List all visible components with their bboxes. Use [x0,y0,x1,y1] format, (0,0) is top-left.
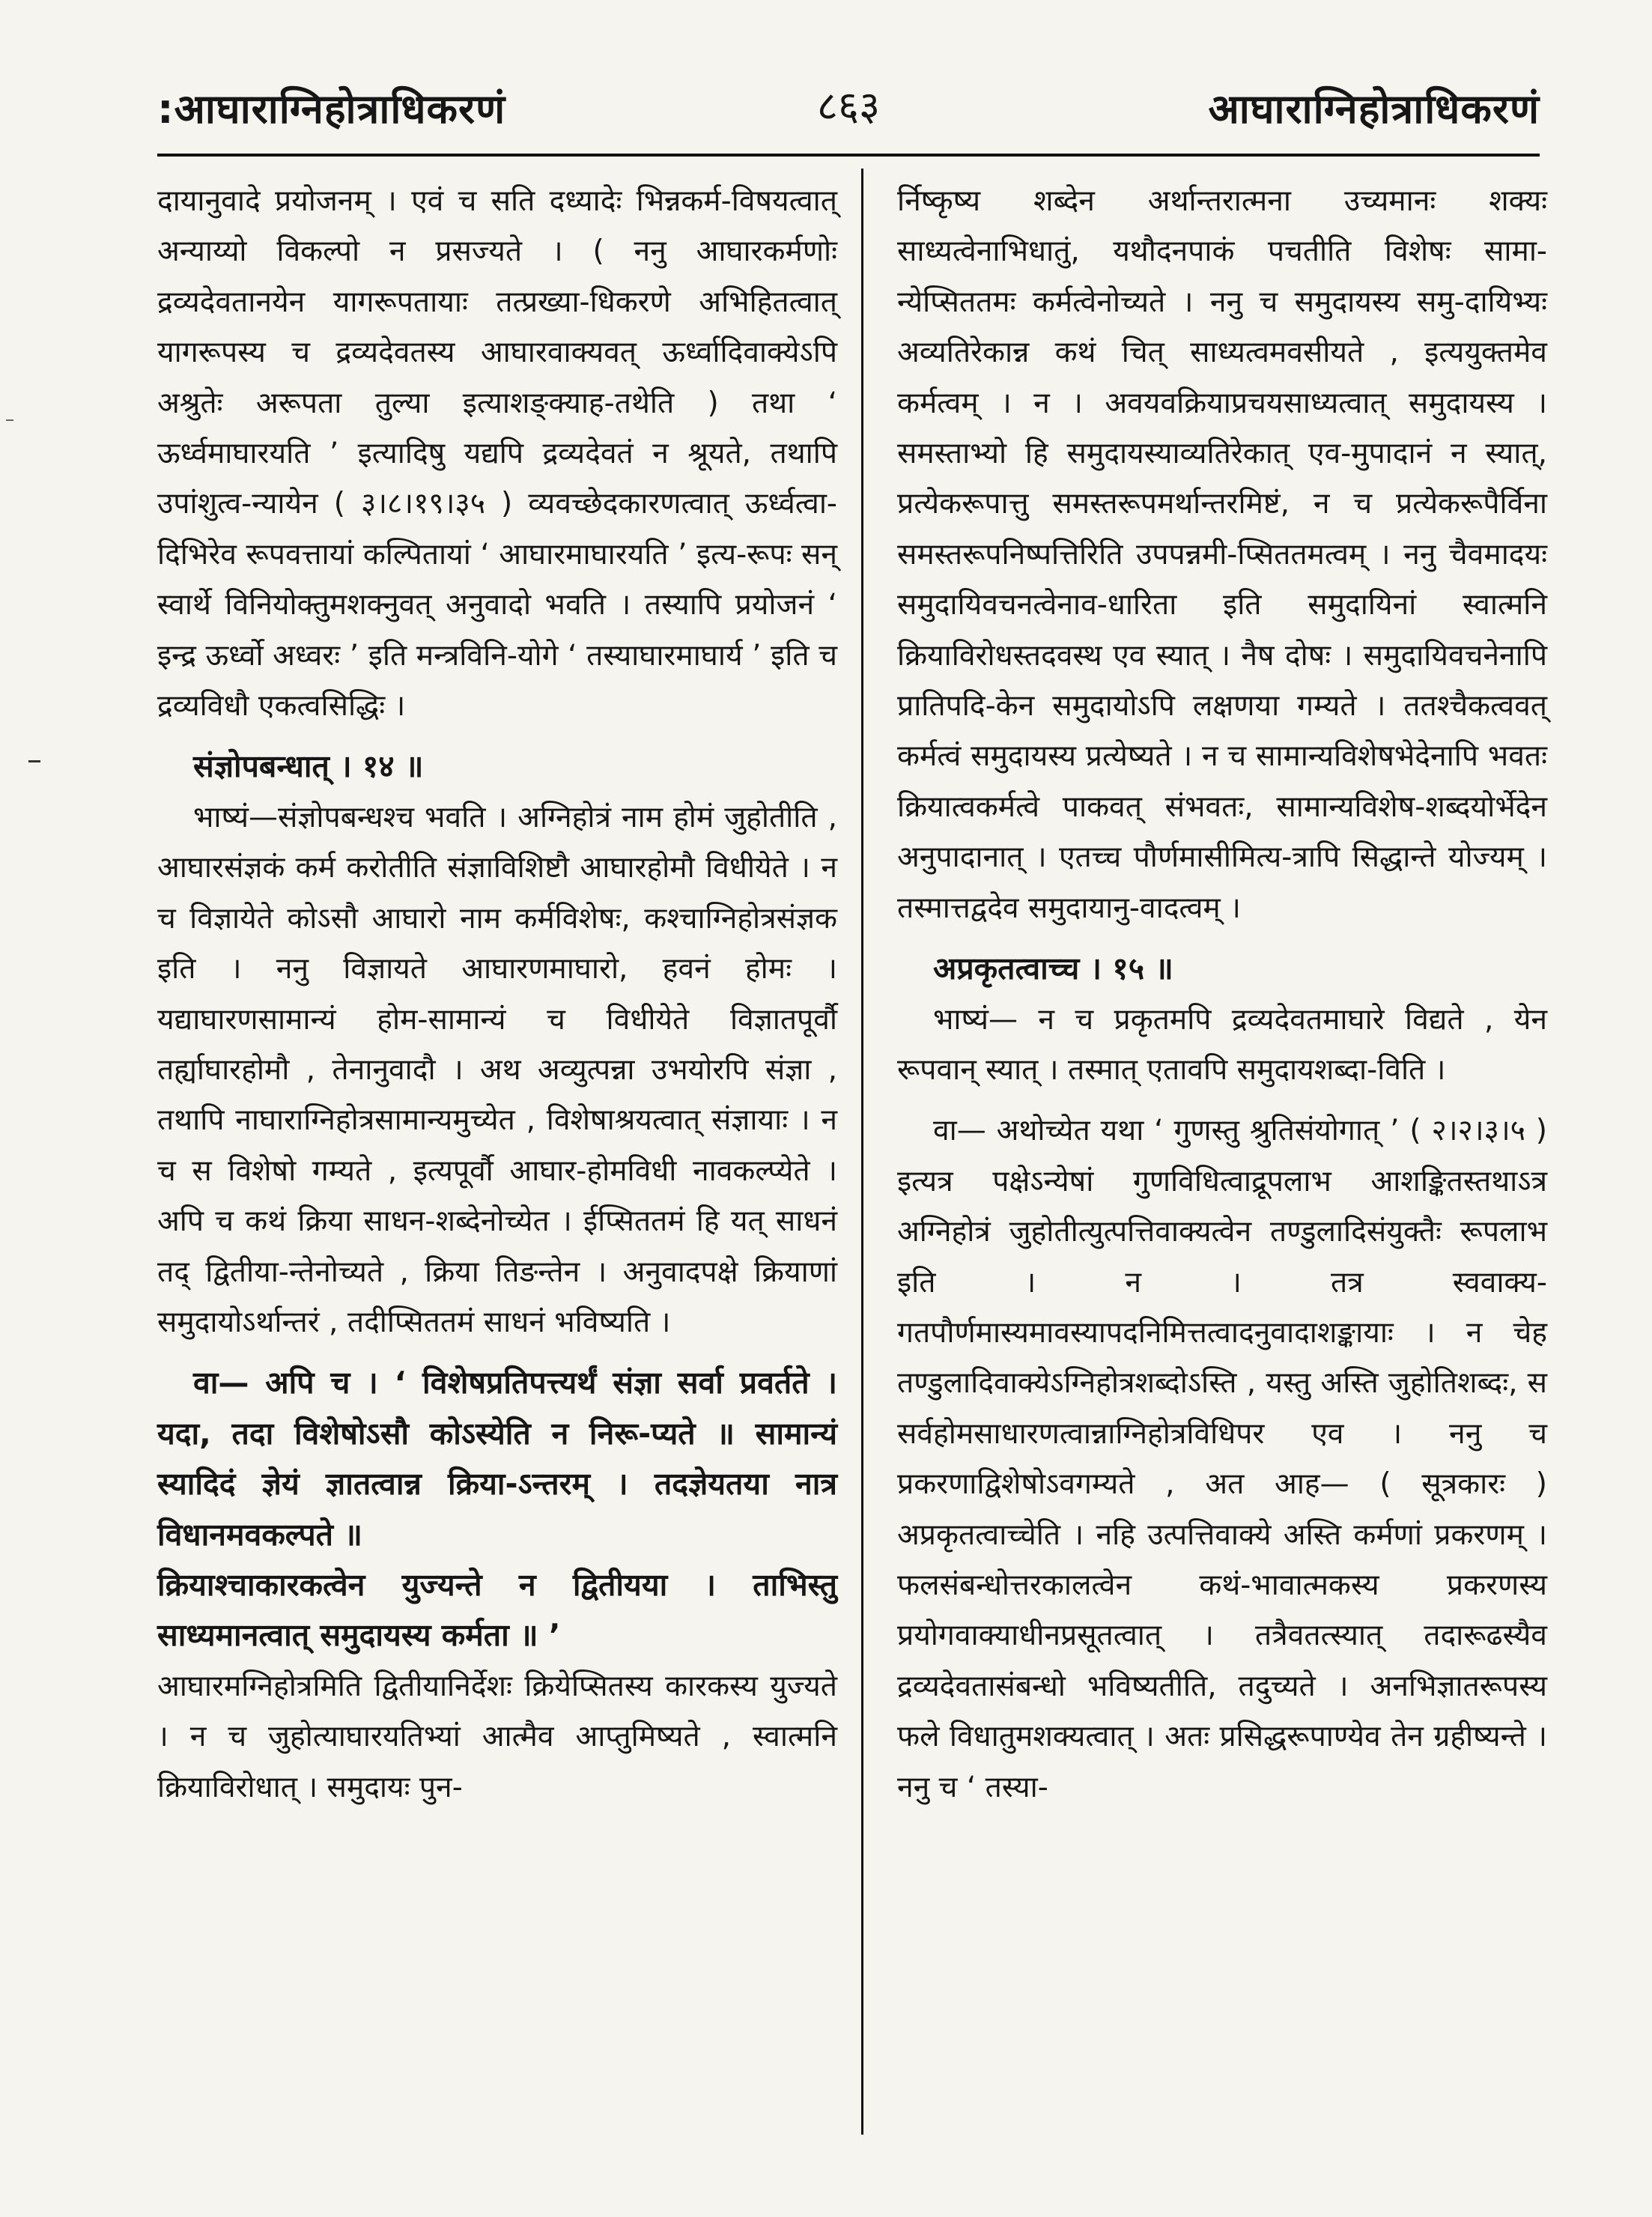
paragraph: आघारमग्निहोत्रमिति द्वितीयानिर्देशः क्रियेप्सितस्य कारकस्य युज्यते । न च जुहोत्याघारयतिभ्यां आत्मैव आप्तुमिष्यते , स्वात्मनि क्रियाविरोधात् । समुदायः पुन- [157,1669,837,1804]
bhashya-paragraph: भाष्यं—संज्ञोपबन्धश्च भवति । अग्निहोत्रं नाम होमं जुहोतीति , आघारसंज्ञकं कर्म करोतीति संज्ञाविशिष्टौ आघारहोमौ विधीयेते । न च विज्ञायेते कोऽसौ आघारो नाम कर्मविशेषः, कश्चाग्निहोत्रसंज्ञक इति । ननु विज्ञायते आघारणमाघारो, हवनं होमः । यद्याघारणसामान्यं होम-सामान्यं च विधीयेते विज्ञातपूर्वौ तर्ह्याघारहोमौ , तेनानुवादौ । अथ अव्युत्पन्ना उभयोरपि संज्ञा , तथापि नाघाराग्निहोत्रसामान्यमुच्येत , विशेषाश्रयत्वात् संज्ञायाः । न च स विशेषो गम्यते , इत्यपूर्वौ आघार-होमविधी नावकल्प्येते । अपि च कथं क्रिया साधन-शब्देनोच्येत । ईप्सिततमं हि यत् साधनं तद् द्वितीया-न्तेनोच्यते , क्रिया तिङन्तेन । अनुवादपक्षे क्रियाणां समुदायोऽर्थान्तरं , तदीप्सिततमं साधनं भविष्यति । [157,800,837,1339]
sutra-heading: अप्रकृतत्वाच्च । १५ ॥ [933,950,1173,987]
varttika-verse-end: क्रियाश्चाकारकत्वेन युज्यन्ते न द्वितीयया । ताभिस्तु साध्यमानत्वात् समुदायस्य कर्मता ॥ ’ [157,1566,837,1654]
header-rule [157,154,1540,157]
page-number: ८६३ [816,82,881,130]
column-divider [861,169,863,2135]
margin-mark [6,419,13,421]
varttika-paragraph: वा— अथोच्येत यथा ‘ गुणस्तु श्रुतिसंयोगात् ’ ( २।२।३।५ ) इत्यत्र पक्षेऽन्येषां गुणविधित्वाद्रूपलाभ आशङ्कितस्तथाऽत्र अग्निहोत्रं जुहोतीत्युत्पत्तिवाक्यत्वेन तण्डुलादिसंयुक्तैः रूपलाभ इति । न । तत्र स्ववाक्य-गतपौर्णमास्यमावस्यापदनिमित्तत्वादनुवादाशङ्कायाः । न चेह तण्डुलादिवाक्येऽग्निहोत्रशब्दोऽस्ति , यस्तु अस्ति जुहोतिशब्दः, स सर्वहोमसाधारणत्वान्नाग्निहोत्रविधिपर एव । ननु च प्रकरणाद्विशेषोऽवगम्यते , अत आह— ( सूत्रकारः ) अप्रकृतत्वाच्चेति । नहि उत्पत्तिवाक्ये अस्ति कर्मणां प्रकरणम् । फलसंबन्धोत्तरकालत्वेन कथं-भावात्मकस्य प्रकरणस्य प्रयोगवाक्याधीनप्रसूतत्वात् । तत्रैवतत्स्यात् तदारूढस्यैव द्रव्यदेवतासंबन्धो भविष्यतीति, तदुच्यते । अनभिज्ञातरूपस्य फले विधातुमशक्यत्वात् । अतः प्रसिद्धरूपाण्येव तेन ग्रहीष्यन्ते । ननु च ‘ तस्या- [897,1114,1547,1804]
varttika-verse: वा— अपि च । ‘ विशेषप्रतिपत्त्यर्थं संज्ञा सर्वा प्रवर्तते । यदा, तदा विशेषोऽसौ कोऽस्येति न निरू-प्यते ॥ सामान्यं स्यादिदं ज्ञेयं ज्ञातत्वान्न क्रिया-ऽन्तरम् । तदज्ञेयतया नात्र विधानमवकल्पते ॥ [157,1365,837,1553]
sutra-heading: संज्ञोपबन्धात् । १४ ॥ [193,748,424,785]
running-title-left: :आघाराग्निहोत्राधिकरणं [157,85,506,133]
paragraph: दायानुवादे प्रयोजनम् । एवं च सति दध्यादेः भिन्नकर्म-विषयत्वात् अन्याय्यो विकल्पो न प्रसज्यते । ( ननु आघारकर्मणोः द्रव्यदेवतानयेन यागरूपतायाः तत्प्रख्या-धिकरणे अभिहितत्वात् यागरूपस्य च द्रव्यदेवतस्य आघारवाक्यवत् ऊर्ध्वादिवाक्येऽपि अश्रुतेः अरूपता तुल्या इत्याशङ्क्याह-तथेति ) तथा ‘ ऊर्ध्वमाघारयति ’ इत्यादिषु यद्यपि द्रव्यदेवतं न श्रूयते, तथापि उपांशुत्व-न्यायेन ( ३।८।१९।३५ ) व्यवच्छेदकारणत्वात् ऊर्ध्वत्वा-दिभिरेव रूपवत्तायां कल्पितायां ‘ आघारमाघारयति ’ इत्य-रूपः सन् स्वार्थे विनियोक्तुमशक्नुवत् अनुवादो भवति । तस्यापि प्रयोजनं ‘ इन्द्र ऊर्ध्वो अध्वरः ’ इति मन्त्रविनि-योगे ‘ तस्याघारमाघार्य ’ इति च द्रव्यविधौ एकत्वसिद्धिः । [157,184,837,724]
page-header [157,66,1540,148]
bhashya-paragraph: भाष्यं— न च प्रकृतमपि द्रव्यदेवतमाघारे विद्यते , येन रूपवान् स्यात् । तस्मात् एतावपि समुदायशब्दा-विति । [897,1002,1547,1087]
margin-dash [28,760,40,762]
paragraph: र्निष्कृष्य शब्देन अर्थान्तरात्मना उच्यमानः शक्यः साध्यत्वेनाभिधातुं, यथौदनपाकं पचतीति विशेषः सामा-न्येप्सिततमः कर्मत्वेनोच्यते । ननु च समुदायस्य समु-दायिभ्यः अव्यतिरेकान्न कथं चित् साध्यत्वमवसीयते , इत्ययुक्तमेव कर्मत्वम् । न । अवयवक्रियाप्रचयसाध्यत्वात् समुदायस्य । समस्ताभ्यो हि समुदायस्याव्यतिरेकात् एव-मुपादानं न स्यात्, प्रत्येकरूपात्तु समस्तरूपमर्थान्तरमिष्टं, न च प्रत्येकरूपैर्विना समस्तरूपनिष्पत्तिरिति उपपन्नमी-प्सिततमत्वम् । ननु चैवमादयः समुदायिवचनत्वेनाव-धारिता इति समुदायिनां स्वात्मनि क्रियाविरोधस्तदवस्थ एव स्यात् । नैष दोषः । समुदायिवचनेनापि प्रातिपदि-केन समुदायोऽपि लक्षणया गम्यते । ततश्चैकत्ववत् कर्मत्वं समुदायस्य प्रत्येष्यते । न च सामान्यविशेषभेदेनापि भवतः क्रियात्वकर्मत्वे पाकवत् संभवतः, सामान्यविशेष-शब्दयोर्भेदेन अनुपादानात् । एतच्च पौर्णमासीमित्य-त्रापि सिद्धान्ते योज्यम् । तस्मात्तद्वदेव समुदायानु-वादत्वम् । [897,184,1547,925]
right-column [897,176,1547,1813]
running-title-right: आघाराग्निहोत्राधिकरणं [1208,85,1540,133]
left-column [157,176,837,1813]
